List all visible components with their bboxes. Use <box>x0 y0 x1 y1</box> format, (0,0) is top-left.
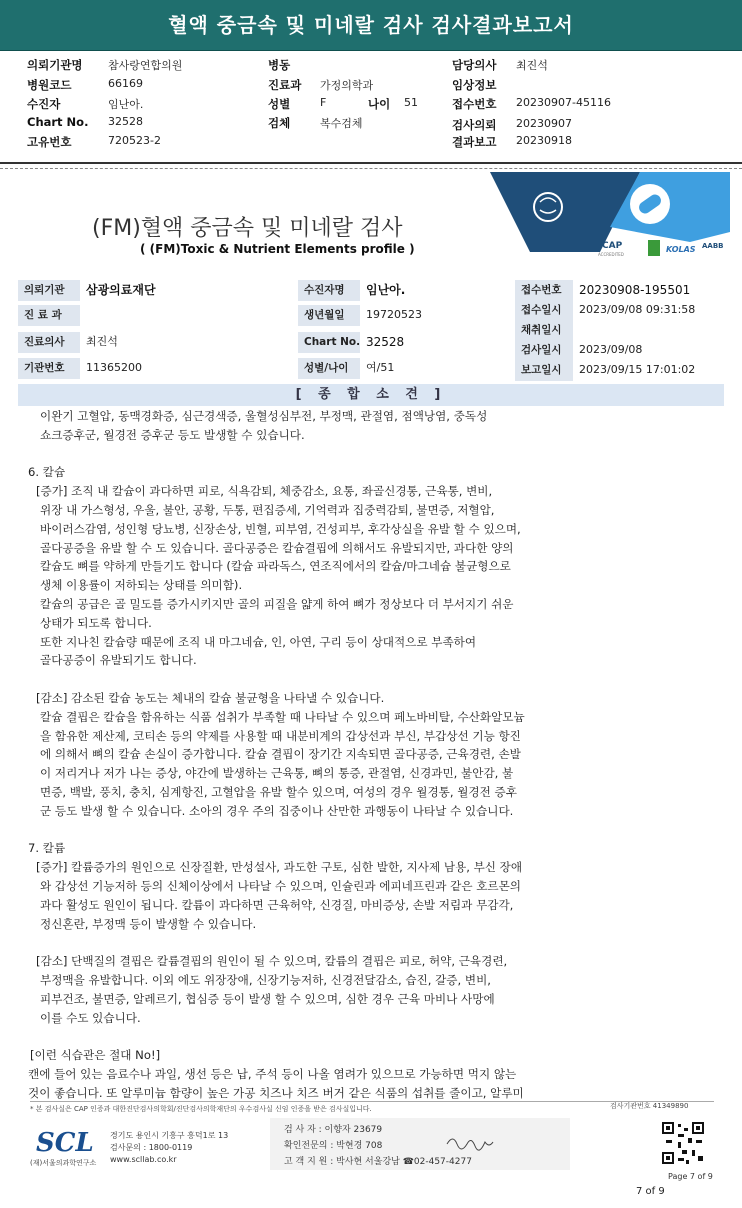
test-label: 검체 <box>268 116 291 130</box>
doctor-label: 담당의사 <box>452 58 497 72</box>
scl-name: (재)서울의과학연구소 <box>30 1159 97 1167</box>
dept-label: 진료과 <box>268 78 302 92</box>
recv-date-value: 2023/09/08 09:31:58 <box>573 300 724 321</box>
report-value: 20230918 <box>516 134 572 147</box>
recv-date-label: 접수일시 <box>515 300 573 321</box>
chart-value: 32528 <box>108 115 143 128</box>
name-value: 임난아. <box>360 280 515 301</box>
text-line: [이런 식습관은 절대 No!] <box>30 1048 161 1063</box>
inst-label: 의뢰기관 <box>18 280 80 301</box>
uid-value: 720523-2 <box>108 134 161 147</box>
clinical-label: 임상정보 <box>452 78 497 92</box>
dept-value: 가정의학과 <box>320 79 374 92</box>
pill-icon <box>630 184 670 224</box>
sex-value: F <box>320 96 327 109</box>
inst-no-label: 기관번호 <box>18 358 80 379</box>
dob-label: 생년월일 <box>298 305 360 326</box>
text-line: 6. 칼슘 <box>28 465 66 480</box>
text-line: 칼슘 결핍은 칼슘을 함유하는 식품 섭취가 부족할 때 나타날 수 있으며 페노바비탈, 수산화알모늄 <box>40 709 525 724</box>
sexage-label: 성별/나이 <box>298 358 360 379</box>
chart-label: Chart No. <box>27 115 89 129</box>
report-date-label: 보고일시 <box>515 360 573 381</box>
text-line: [증가] 조직 내 칼슘이 과다하면 피로, 식욕감퇴, 체중감소, 요통, 좌골신경통, 근육통, 변비, <box>36 484 493 499</box>
report-title: (FM)혈액 중금속 및 미네랄 검사 <box>92 216 403 241</box>
test-date-value: 2023/09/08 <box>573 340 724 361</box>
text-line: 7. 칼륨 <box>28 841 66 856</box>
header-row-1 <box>0 57 742 77</box>
receipt-value: 20230907-45116 <box>516 96 611 109</box>
text-line: [감소] 감소된 칼슘 농도는 체내의 칼슘 불균형을 나타낼 수 있습니다. <box>36 691 385 705</box>
report-subtitle: ( (FM)Toxic & Nutrient Elements profile ) <box>140 242 415 256</box>
doc-label: 진료의사 <box>18 332 80 353</box>
header-row-5 <box>0 134 742 154</box>
text-line: 에 의해서 뼈의 칼슘 손실이 증가합니다. 칼슘 결핍이 장기간 지속되면 골다공증, 근육경련, 손발 <box>40 747 521 762</box>
dept-label: 진 료 과 <box>18 305 80 326</box>
inst-value: 삼광의료재단 <box>80 280 298 301</box>
dob-value: 19720523 <box>360 305 515 326</box>
patient-info-table <box>18 280 724 380</box>
inspector-line: 검 사 자 : 이향자 23679 <box>284 1125 383 1135</box>
page-number: 7 of 9 <box>636 1186 665 1197</box>
hospital-value: 참사랑연합의원 <box>108 59 183 72</box>
uid-label: 고유번호 <box>27 135 72 149</box>
inst-no-value: 11365200 <box>80 358 298 379</box>
code-value: 66169 <box>108 77 143 90</box>
doc-value: 최진석 <box>80 332 298 353</box>
text-line: 생체 이용률이 저하되는 상태를 의미함). <box>40 578 243 593</box>
age-value: 51 <box>404 96 418 109</box>
header-row-4 <box>0 115 742 135</box>
text-line: 골다공증이 유발되기도 합니다. <box>40 653 197 668</box>
header-row-3 <box>0 96 742 116</box>
text-line: 이 저리거나 저가 나는 증상, 야간에 발생하는 근육통, 뼈의 통증, 관절염, 신경과민, 불안감, 불 <box>40 766 514 781</box>
text-line: 바이러스감염, 성인형 당뇨병, 신장손상, 빈혈, 피부염, 건성피부, 후각상실을 유발 할 수 있으며, <box>40 521 521 536</box>
chart-no-label: Chart No. <box>298 332 360 353</box>
text-line: 을 함유한 제산제, 코티손 등의 약제를 사용할 때 내분비계의 갑상선과 부신, 부갑상선 기능 항진 <box>40 728 521 743</box>
test-value: 복수검체 <box>320 117 363 130</box>
report-date-value: 2023/09/15 17:01:02 <box>573 360 724 381</box>
footer-code: 검사기관번호 41349890 <box>610 1102 689 1110</box>
code-label: 병원코드 <box>27 78 72 92</box>
text-line: 상태가 되도록 합니다. <box>40 615 152 630</box>
certification-logo-panel <box>490 172 730 280</box>
lab-badge <box>648 240 660 256</box>
footer-note: * 본 검사실은 CAP 인증과 대한진단검사의학회/진단검사의학재단의 우수검사실 신임 인증을 받은 검사실입니다. <box>30 1101 714 1114</box>
text-line: 면증, 백발, 풍치, 충치, 심계항진, 고혈압을 유발 할수 있으며, 여성의 경우 월경통, 월경전 증후 <box>40 785 517 799</box>
qr-code-icon <box>660 1120 706 1166</box>
text-line: 위장 내 가스형성, 우울, 불안, 공황, 두통, 편집증세, 기억력과 집중력감퇴, 불면증, 저혈압, <box>40 503 495 517</box>
text-line: 캔에 들어 있는 음료수나 과일, 생선 등은 납, 주석 등이 나올 염려가 있으므로 가능하면 먹지 않는 <box>28 1067 517 1081</box>
text-line: 피부건조, 불면증, 알레르기, 협심증 등이 발생 할 수 있으며, 심한 경우 근육 마비나 사망에 <box>40 991 495 1006</box>
text-line: 와 갑상선 기능저하 등의 신체이상에서 나타날 수 있으며, 인슐린과 에피네프린과 같은 호르몬의 <box>40 879 522 893</box>
doctor-value: 최진석 <box>516 59 548 72</box>
checker-line: 확인전문의 : 박현경 708 <box>284 1141 383 1151</box>
text-line: [증가] 칼륨증가의 원인으로 신장질환, 만성설사, 과도한 구토, 심한 발한, 지사제 남용, 부신 장애 <box>36 860 523 875</box>
summary-title: [ 종 합 소 견 ] <box>18 384 724 406</box>
scl-logo: SCL <box>36 1128 94 1158</box>
header-info <box>0 52 742 160</box>
text-line: 또한 지나친 칼슘량 때문에 조직 내 마그네슘, 인, 아연, 구리 등이 상대적으로 부족하여 <box>40 634 477 649</box>
test-date-label: 검사일시 <box>515 340 573 361</box>
recv-no-label: 접수번호 <box>515 280 573 301</box>
hospital-label: 의뢰기관명 <box>27 58 83 72</box>
collect-label: 채취일시 <box>515 320 573 341</box>
footer-address <box>110 1130 228 1166</box>
collect-value <box>573 320 724 341</box>
receipt-label: 접수번호 <box>452 97 497 111</box>
patient-label: 수진자 <box>27 97 61 111</box>
contact-line: 검사문의 : 1800-0119 <box>110 1143 193 1152</box>
text-line: 것이 좋습니다. 또 알루미늄 함량이 높은 가공 치즈나 치즈 버거 같은 식품의 섭취를 줄이고, 알루미 <box>28 1085 524 1100</box>
text-line: 부정맥을 유발합니다. 이외 에도 위장장애, 신장기능저하, 신경전달감소, 습진, 갈증, 변비, <box>40 973 491 987</box>
header-row-2 <box>0 77 742 97</box>
text-line: 골다공증을 유발 할 수 도 있습니다. 골다공증은 칼슘결핍에 의해서도 유발되지만, 과다한 양의 <box>40 540 514 555</box>
report-label: 결과보고 <box>452 135 497 149</box>
header-dashed-divider <box>0 168 742 169</box>
signature-icon <box>445 1132 495 1152</box>
age-label: 나이 <box>368 97 391 111</box>
text-line: 칼슘의 공급은 골 밀도를 증가시키지만 골의 피질을 얇게 하여 뼈가 정상보다 더 부서지기 쉬운 <box>40 597 514 611</box>
dept-value <box>80 305 298 326</box>
kolas-logo: KOLAS <box>666 245 696 254</box>
text-line: 정신혼란, 부정맥 등이 발생할 수 있습니다. <box>40 916 257 931</box>
text-line: 이완기 고혈압, 동맥경화증, 심근경색증, 울혈성심부전, 부정맥, 관절염, 점액낭염, 중독성 <box>40 409 488 423</box>
sex-label: 성별 <box>268 97 291 111</box>
sexage-value: 여/51 <box>360 358 515 379</box>
text-line: 이를 수도 있습니다. <box>40 1010 141 1025</box>
cap-accredited: ACCREDITED <box>598 252 624 257</box>
patient-value: 임난아. <box>108 98 144 111</box>
support-line: 고 객 지 원 : 박사현 서울강남 ☎02-457-4277 <box>284 1157 472 1167</box>
name-label: 수진자명 <box>298 280 360 301</box>
cap-logo: CAP <box>602 241 623 251</box>
text-line: [감소] 단백질의 결핍은 칼륨결핍의 원인이 될 수 있으며, 칼륨의 결핍은 피로, 허약, 근육경련, <box>36 954 508 969</box>
report-banner-title: 혈액 중금속 및 미네랄 검사 검사결과보고서 <box>0 0 742 51</box>
page-info: Page 7 of 9 <box>668 1172 713 1181</box>
recv-no-value: 20230908-195501 <box>573 280 724 301</box>
chart-no-value: 32528 <box>360 332 515 353</box>
inspector-box <box>270 1118 570 1170</box>
text-line: 쇼크증후군, 월경전 증후군 등도 발생할 수 있습니다. <box>40 427 305 442</box>
header-divider <box>0 162 742 164</box>
request-label: 검사의뢰 <box>452 118 497 132</box>
text-line: 군 등도 발생 할 수 있습니다. 소아의 경우 주의 집중이나 산만한 과행동이 나타날 수 있습니다. <box>40 803 514 818</box>
address-line: 경기도 용인시 기흥구 흥덕1로 13 <box>110 1131 229 1140</box>
aabb-logo: AABB <box>702 242 724 250</box>
ward-label: 병동 <box>268 58 291 72</box>
text-line: 칼슘도 뼈를 약하게 만들기도 합니다 (칼슘 파라독스, 연조직에서의 칼슘/마그네슘 불균형으로 <box>40 559 511 574</box>
text-line: 과다 활성도 원인이 됩니다. 칼륨이 과다하면 근육허약, 신경질, 마비증상, 손발 저림과 무감각, <box>40 897 514 912</box>
request-value: 20230907 <box>516 117 572 130</box>
website-link[interactable]: www.scllab.co.kr <box>110 1155 177 1164</box>
